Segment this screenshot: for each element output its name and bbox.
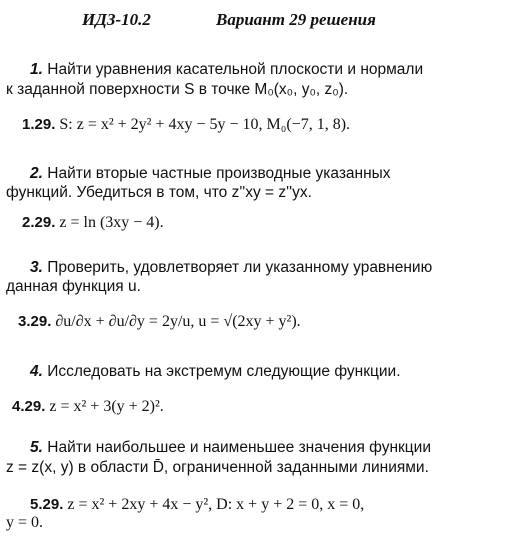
task-3-text-line2: данная функция u.	[6, 278, 141, 295]
task-3-variant	[18, 313, 301, 331]
task-5-statement	[30, 438, 431, 458]
task-3-variant-expr: ∂u/∂x + ∂u/∂y = 2y/u, u = √(2xy + y²).	[55, 313, 301, 330]
task-2-statement	[30, 164, 391, 184]
task-4-text-line1: Исследовать на экстремум следующие функции.	[47, 363, 401, 380]
task-4-variant-label: 4.29.	[12, 398, 46, 415]
task-3-statement	[30, 258, 432, 278]
task-1-variant-label: 1.29.	[22, 116, 56, 133]
task-1-text-line2: к заданной поверхности S в точке M₀(x₀, y₀, z₀).	[6, 81, 349, 98]
task-4-variant-expr: z = x² + 3(y + 2)².	[49, 398, 164, 415]
task-1-statement	[30, 60, 423, 80]
task-5-variant-expr: z = x² + 2xy + 4x − y², D: x + y + 2 = 0, x = 0,	[67, 496, 365, 513]
task-4-variant	[12, 398, 164, 416]
task-2-variant	[22, 214, 164, 232]
task-3-text-line1: Проверить, удовлетворяет ли указанному уравнению	[47, 259, 433, 276]
task-1-variant	[22, 116, 350, 134]
document-title: ИДЗ-10.2	[82, 10, 151, 29]
task-2-variant-expr: z = ln (3xy − 4).	[59, 214, 164, 231]
task-2-number: 2.	[30, 165, 43, 182]
variant-title: Вариант 29 решения	[216, 10, 376, 29]
task-3-variant-label: 3.29.	[18, 313, 52, 330]
task-5-variant	[30, 496, 364, 514]
task-2-text-line2: функций. Убедиться в том, что z''xy = z''yx.	[6, 184, 312, 201]
task-4-number: 4.	[30, 363, 43, 380]
task-5-variant-label: 5.29.	[30, 496, 64, 513]
task-5-text-line1: Найти наибольшее и наименьшее значения функции	[47, 439, 432, 456]
task-2-text-line1: Найти вторые частные производные указанных	[47, 165, 391, 182]
task-1-number: 1.	[30, 61, 43, 78]
task-3-number: 3.	[30, 259, 43, 276]
task-2-variant-label: 2.29.	[22, 214, 56, 231]
task-1-text-line1: Найти уравнения касательной плоскости и нормали	[47, 61, 424, 78]
task-5-variant-expr-line2: y = 0.	[6, 514, 44, 531]
task-4-statement	[30, 362, 401, 382]
task-5-number: 5.	[30, 439, 43, 456]
task-5-text-line2: z = z(x, y) в области D̄, ограниченной заданными линиями.	[6, 459, 429, 476]
task-1-variant-expr: S: z = x² + 2y² + 4xy − 5y − 10, M₀(−7, 1, 8).	[59, 116, 351, 133]
